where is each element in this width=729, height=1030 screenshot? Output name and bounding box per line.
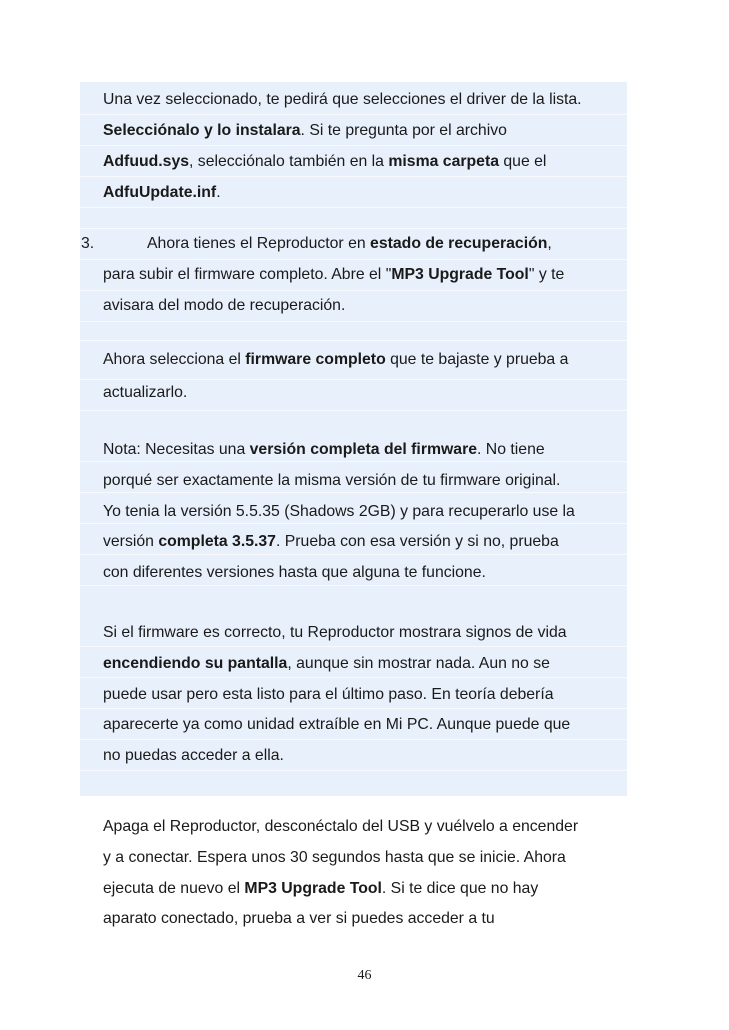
text-line: [103, 347, 568, 373]
row-rule: [80, 708, 627, 709]
bold-text: misma carpeta: [388, 153, 499, 170]
text-line: [103, 682, 554, 708]
row-rule: [80, 410, 627, 411]
text-line: [103, 651, 550, 677]
text-run: , selecciónalo también en la: [189, 153, 389, 170]
row-rule: [80, 321, 627, 322]
text-run: Ahora tienes el Reproductor en: [147, 235, 371, 252]
text-line: [103, 499, 575, 525]
bold-text: versión completa del firmware: [249, 441, 478, 458]
row-rule: [80, 739, 627, 740]
text-run: aparato conectado, prueba a ver si puedes acceder a tu: [103, 910, 495, 927]
bold-text: completa 3.5.37: [158, 533, 276, 550]
text-line: [103, 293, 345, 319]
text-line: [103, 262, 564, 288]
text-line: [103, 743, 284, 769]
list-number: 3.: [81, 235, 95, 252]
row-rule: [80, 770, 627, 771]
text-run: versión: [103, 533, 159, 550]
row-rule: [80, 290, 627, 291]
text-run: puede usar pero esta listo para el último paso. En teoría debería: [103, 686, 554, 703]
row-rule: [80, 228, 627, 229]
bold-text: AdfuUpdate.inf: [103, 184, 217, 201]
text-run: porqué ser exactamente la misma versión de tu firmware original.: [103, 472, 561, 489]
text-run: ejecuta de nuevo el: [103, 880, 245, 897]
text-run: Yo tenia la versión 5.5.35 (Shadows 2GB) y para recuperarlo use la: [103, 503, 575, 520]
text-run: que el: [499, 153, 547, 170]
row-rule: [80, 677, 627, 678]
text-run: Si el firmware es correcto, tu Reproductor mostrara signos de vida: [103, 624, 567, 641]
text-line: [103, 437, 545, 463]
text-run: y a conectar. Espera unos 30 segundos hasta que se inicie. Ahora: [103, 849, 566, 866]
text-line: [103, 876, 538, 902]
text-run: . Prueba con esa versión y si no, prueba: [275, 533, 559, 550]
text-run: " y te: [528, 266, 565, 283]
text-run: actualizarlo.: [103, 384, 188, 401]
text-line: [103, 560, 486, 586]
text-line: [103, 529, 559, 555]
text-line: [103, 118, 507, 144]
bold-text: Adfuud.sys: [103, 153, 190, 170]
bold-text: Selecciónalo y lo instalara: [103, 122, 301, 139]
text-line: [103, 906, 495, 932]
text-line: [103, 380, 187, 406]
text-run: que te bajaste y prueba a: [385, 351, 569, 368]
text-run: ,: [547, 235, 552, 252]
bold-text: firmware completo: [245, 351, 386, 368]
text-line: [103, 87, 582, 113]
bold-text: MP3 Upgrade Tool: [244, 880, 382, 897]
bold-text: MP3 Upgrade Tool: [391, 266, 529, 283]
text-run: . Si te dice que no hay: [381, 880, 539, 897]
text-line: [103, 180, 221, 206]
text-run: , aunque sin mostrar nada. Aun no se: [287, 655, 550, 672]
row-rule: [80, 145, 627, 146]
row-rule: [80, 176, 627, 177]
row-rule: [80, 340, 627, 341]
text-run: aparecerte ya como unidad extraíble en Mi PC. Aunque puede que: [103, 716, 571, 733]
text-run: para subir el firmware completo. Abre el ": [103, 266, 392, 283]
bold-text: encendiendo su pantalla: [103, 655, 288, 672]
text-run: con diferentes versiones hasta que alguna te funcione.: [103, 564, 486, 581]
text-line: [103, 712, 570, 738]
text-line: [103, 149, 546, 175]
row-rule: [80, 207, 627, 208]
text-line: [103, 845, 566, 871]
text-run: Ahora selecciona el: [103, 351, 246, 368]
text-line: [147, 231, 552, 257]
text-run: Apaga el Reproductor, desconéctalo del USB y vuélvelo a encender: [103, 818, 579, 835]
row-rule: [80, 646, 627, 647]
bold-text: estado de recuperación: [370, 235, 548, 252]
text-line: [103, 814, 578, 840]
text-run: no puedas acceder a ella.: [103, 747, 284, 764]
text-line: [103, 620, 567, 646]
text-run: .: [216, 184, 221, 201]
text-run: . Si te pregunta por el archivo: [300, 122, 507, 139]
row-rule: [80, 114, 627, 115]
text-run: . No tiene: [477, 441, 545, 458]
text-run: Una vez seleccionado, te pedirá que selecciones el driver de la lista.: [103, 91, 582, 108]
page-number: 46: [357, 968, 372, 983]
row-rule: [80, 259, 627, 260]
text-run: avisara del modo de recuperación.: [103, 297, 346, 314]
text-line: [103, 468, 560, 494]
text-run: Nota: Necesitas una: [103, 441, 250, 458]
